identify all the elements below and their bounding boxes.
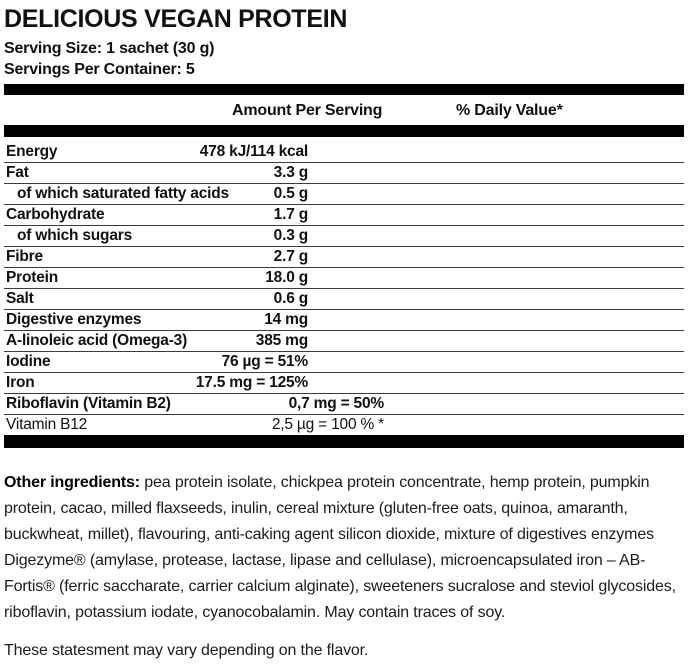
row-amount: 18.0 g [265, 269, 308, 286]
column-header-amount-per-serving: Amount Per Serving [232, 102, 383, 119]
table-row [4, 331, 684, 352]
row-label: Salt [6, 290, 34, 307]
table-row [4, 205, 684, 226]
ingredients-text: pea protein isolate, chickpea protein concentrate, hemp protein, pumpkin protein, cacao, milled flaxseeds, inulin, cereal mixture (gluten-free oats, quinoa, amaranth, buckwheat, millet), flavouring, anti-caking agent silicon dioxide, mixture of digestives enzymes Digezyme® (amylase, protease, lactase, lipase and cellulase), microencapsulated iron – AB-Fortis® (ferric saccharate, carrier calcium alginate), sweeteners sucralose and steviol glycosides, riboflavin, potassium iodate, cyanocobalamin. May contain traces of soy. [4, 474, 676, 621]
table-row [4, 142, 684, 163]
row-label: Energy [6, 143, 58, 160]
row-label: Iron [6, 374, 35, 391]
row-amount: 0.5 g [273, 185, 308, 202]
table-row [4, 247, 684, 268]
row-amount: 2,5 µg = 100 % * [271, 416, 384, 433]
table-row [4, 289, 684, 310]
row-amount: 0.3 g [273, 227, 308, 244]
divider-bar-below-header [4, 125, 684, 137]
table-row [4, 415, 684, 435]
flavor-disclaimer: These statesment may vary depending on the flavor. [4, 642, 369, 659]
servings-per-container-line: Servings Per Container: 5 [4, 61, 195, 78]
table-row [4, 310, 684, 331]
row-label: Protein [6, 269, 58, 286]
row-label: Carbohydrate [6, 206, 105, 223]
divider-bar-top [4, 84, 684, 95]
divider-bar-bottom [4, 435, 684, 448]
row-label: of which saturated fatty acids [17, 185, 229, 202]
row-amount: 17.5 mg = 125% [195, 374, 308, 391]
ingredients-heading: Other ingredients: [4, 474, 140, 491]
row-label: A-linoleic acid (Omega-3) [6, 332, 188, 349]
table-row [4, 268, 684, 289]
row-label: of which sugars [17, 227, 132, 244]
row-amount: 76 µg = 51% [221, 353, 308, 370]
table-row [4, 373, 684, 394]
row-amount: 0.6 g [273, 290, 308, 307]
row-amount: 14 mg [264, 311, 308, 328]
row-label: Fibre [6, 248, 43, 265]
table-header-row [4, 95, 684, 125]
column-header-daily-value: % Daily Value* [456, 102, 563, 119]
row-amount: 2.7 g [273, 248, 308, 265]
ingredients-paragraph [4, 470, 685, 626]
row-label: Riboflavin (Vitamin B2) [6, 395, 171, 412]
serving-size-line: Serving Size: 1 sachet (30 g) [4, 40, 215, 57]
table-row [4, 184, 684, 205]
row-label: Vitamin B12 [6, 416, 88, 433]
nutrition-table [4, 142, 684, 435]
table-row [4, 226, 684, 247]
row-amount: 478 kJ/114 kcal [199, 143, 308, 160]
table-row [4, 163, 684, 184]
row-label: Digestive enzymes [6, 311, 142, 328]
table-row [4, 394, 684, 415]
row-label: Iodine [6, 353, 51, 370]
row-label: Fat [6, 164, 29, 181]
table-row [4, 352, 684, 373]
row-amount: 3.3 g [273, 164, 308, 181]
row-amount: 385 mg [255, 332, 308, 349]
row-amount: 1.7 g [273, 206, 308, 223]
product-title: DELICIOUS VEGAN PROTEIN [4, 5, 348, 33]
row-amount: 0,7 mg = 50% [288, 395, 384, 412]
